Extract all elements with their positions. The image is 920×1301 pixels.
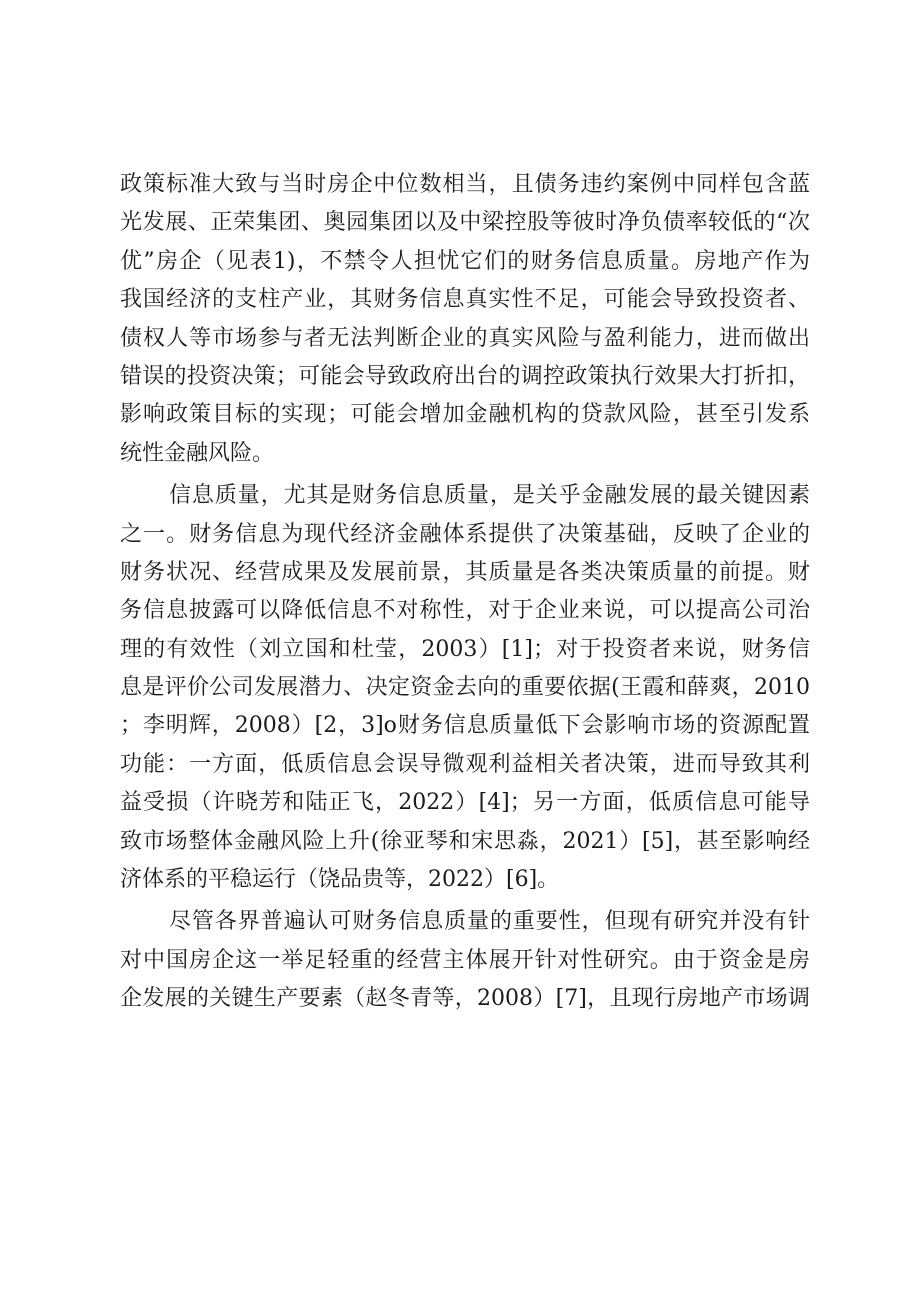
- text-line: 错误的投资决策；可能会导致政府出台的调控政策执行效果大打折扣，: [120, 363, 810, 389]
- text-line: 统性金融风险。: [120, 440, 275, 466]
- text-line: 优”房企（见表1)，不禁令人担忧它们的财务信息质量。房地产作为: [120, 248, 810, 274]
- paragraph-1: [120, 166, 810, 473]
- text-line: 政策标准大致与当时房企中位数相当，且债务违约案例中同样包含蓝: [120, 172, 810, 197]
- text-line: 息是评价公司发展潜力、决定资金去向的重要依据(王霞和薛爽，2010: [120, 675, 810, 701]
- text-line: 益受损（许晓芳和陆正飞，2022）[4]；另一方面，低质信息可能导: [120, 790, 810, 816]
- text-line: 债权人等市场参与者无法判断企业的真实风险与盈利能力，进而做出: [120, 325, 810, 351]
- document-body: [120, 166, 810, 1019]
- paragraph-2: [120, 477, 810, 899]
- text-line: ；李明辉，2008）[2，3]o财务信息质量低下会影响市场的资源配置: [120, 713, 810, 739]
- text-line: 对中国房企这一举足轻重的经营主体展开针对性研究。由于资金是房: [120, 947, 810, 973]
- paragraph-3: [120, 903, 810, 1018]
- text-line: 光发展、正荣集团、奥园集团以及中梁控股等彼时净负债率较低的“次: [120, 210, 810, 236]
- text-line: 影响政策目标的实现；可能会增加金融机构的贷款风险，甚至引发系: [120, 402, 810, 428]
- text-line: 济体系的平稳运行（饶品贵等，2022）[6]。: [120, 867, 560, 893]
- text-line: 信息质量，尤其是财务信息质量，是关乎金融发展的最关键因素: [169, 483, 810, 509]
- text-line: 企发展的关键生产要素（赵冬青等，2008）[7]，且现行房地产市场调: [120, 986, 810, 1012]
- text-line: 务信息披露可以降低信息不对称性，对于企业来说，可以提高公司治: [120, 598, 810, 624]
- text-line: 功能：一方面，低质信息会误导微观利益相关者决策，进而导致其利: [120, 751, 810, 777]
- text-line: 致市场整体金融风险上升(徐亚琴和宋思淼，2021）[5]，甚至影响经: [120, 828, 810, 854]
- text-line: 我国经济的支柱产业，其财务信息真实性不足，可能会导致投资者、: [120, 287, 810, 313]
- text-line: 尽管各界普遍认可财务信息质量的重要性，但现有研究并没有针: [169, 909, 810, 935]
- text-line: 理的有效性（刘立国和杜莹，2003）[1]；对于投资者来说，财务信: [120, 636, 810, 662]
- text-line: 财务状况、经营成果及发展前景，其质量是各类决策质量的前提。财: [120, 559, 810, 585]
- text-line: 之一。财务信息为现代经济金融体系提供了决策基础，反映了企业的: [120, 521, 810, 547]
